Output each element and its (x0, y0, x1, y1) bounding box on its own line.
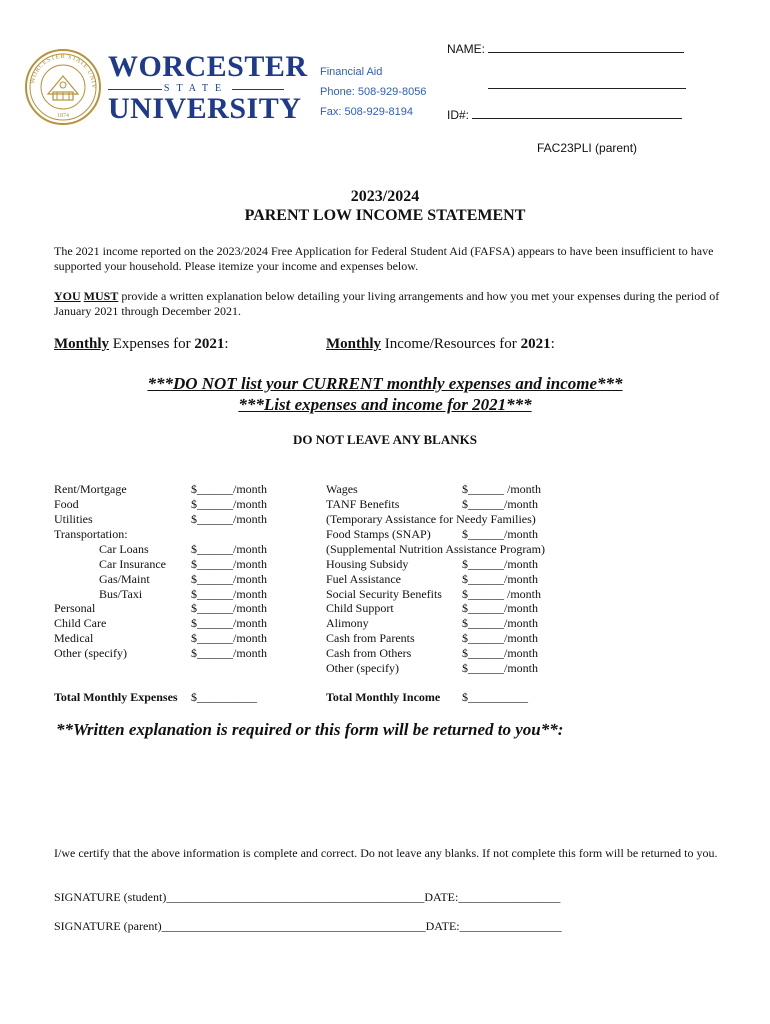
income-amount-child-support[interactable]: $______/month (462, 601, 539, 615)
expense-label-child-care: Child Care (54, 616, 107, 630)
signature-student-line[interactable]: SIGNATURE (student)___________________________________________DATE:_________________ (54, 890, 561, 904)
id-line[interactable] (472, 118, 682, 119)
income-label-wages: Wages (326, 482, 358, 496)
expense-amount-car-insurance[interactable]: $______/month (191, 557, 268, 571)
office-name: Financial Aid (320, 66, 383, 78)
expense-label-utilities: Utilities (54, 512, 93, 526)
expense-amount-other[interactable]: $______/month (191, 646, 268, 660)
total-expenses-label: Total Monthly Expenses (54, 690, 178, 704)
expense-label-transportation: Transportation: (54, 527, 128, 541)
expense-amount-food[interactable]: $______/month (191, 497, 268, 511)
total-income-value[interactable]: $__________ (462, 690, 528, 704)
income-label-other: Other (specify) (326, 661, 399, 675)
income-label-alimony: Alimony (326, 616, 369, 630)
office-fax: Fax: 508-929-8194 (320, 106, 413, 118)
name-field[interactable] (447, 42, 684, 56)
warning-current: ***DO NOT list your CURRENT monthly expenses and income*** (147, 374, 623, 393)
expense-label-rent: Rent/Mortgage (54, 482, 127, 496)
seal-year: 1874 (57, 113, 69, 119)
income-amount-snap[interactable]: $______/month (462, 527, 539, 541)
income-amount-other[interactable]: $______/month (462, 661, 539, 675)
income-note-snap: (Supplemental Nutrition Assistance Program) (326, 542, 545, 556)
expense-amount-child-care[interactable]: $______/month (191, 616, 268, 630)
income-amount-wages[interactable]: $______ /month (462, 482, 542, 496)
income-amount-fuel[interactable]: $______/month (462, 572, 539, 586)
explanation-heading: **Written explanation is required or this form will be returned to you**: (56, 720, 564, 739)
income-label-social-security: Social Security Benefits (326, 587, 442, 601)
income-heading: Monthly Income/Resources for 2021: (326, 336, 555, 352)
expense-label-medical: Medical (54, 631, 94, 645)
expense-label-bus: Bus/Taxi (99, 587, 143, 601)
expense-amount-medical[interactable]: $______/month (191, 631, 268, 645)
expense-amount-bus[interactable]: $______/month (191, 587, 268, 601)
must-must: MUST (83, 289, 119, 303)
income-label-snap: Food Stamps (SNAP) (326, 527, 431, 541)
certify-statement: I/we certify that the above information is complete and correct. Do not leave any blanks. If not complete this form will be returned to you. (54, 846, 718, 860)
logo-rule-right (232, 89, 284, 90)
expense-label-personal: Personal (54, 601, 96, 615)
id-label: ID#: (447, 108, 470, 122)
income-amount-tanf[interactable]: $______/month (462, 497, 539, 511)
income-label-child-support: Child Support (326, 601, 394, 615)
expense-label-car-insurance: Car Insurance (99, 557, 166, 571)
expense-label-car-loans: Car Loans (99, 542, 149, 556)
form-code: FAC23PLI (parent) (537, 141, 638, 155)
office-phone: Phone: 508-929-8056 (320, 86, 427, 98)
expense-amount-personal[interactable]: $______/month (191, 601, 268, 615)
must-you: YOU (54, 289, 81, 303)
expense-label-food: Food (54, 497, 79, 511)
logo-state: STATE (163, 83, 229, 94)
intro-paragraph: The 2021 income reported on the 2023/2024 Free Application for Federal Student Aid (FAFSA) appears to have been insufficient to have supported your household. Please itemize your income and expenses below. (54, 244, 714, 273)
income-label-cash-others: Cash from Others (326, 646, 412, 660)
income-label-cash-parents: Cash from Parents (326, 631, 415, 645)
id-field[interactable] (447, 108, 682, 122)
expenses-heading: Monthly Expenses for 2021: (54, 336, 229, 352)
must-text: provide a written explanation below detailing your living arrangements and how you met your expenses during the period of January 2021 through December 2021. (54, 289, 720, 318)
explanation-area[interactable] (54, 748, 724, 834)
total-income-label: Total Monthly Income (326, 690, 441, 704)
title-year: 2023/2024 (350, 188, 420, 205)
expense-amount-rent[interactable]: $______/month (191, 482, 268, 496)
income-label-fuel: Fuel Assistance (326, 572, 401, 586)
income-amount-cash-others[interactable]: $______/month (462, 646, 539, 660)
income-note-tanf: (Temporary Assistance for Needy Families) (326, 512, 536, 526)
income-amount-social-security[interactable]: $______ /month (462, 587, 542, 601)
title-name: PARENT LOW INCOME STATEMENT (244, 207, 526, 224)
income-amount-housing[interactable]: $______/month (462, 557, 539, 571)
signature-parent-line[interactable]: SIGNATURE (parent)____________________________________________DATE:_________________ (54, 919, 562, 933)
name-line-2[interactable] (488, 78, 686, 92)
expense-label-other: Other (specify) (54, 646, 127, 660)
income-amount-alimony[interactable]: $______/month (462, 616, 539, 630)
logo-worcester: WORCESTER (108, 50, 308, 83)
university-seal (24, 48, 102, 126)
expense-amount-utilities[interactable]: $______/month (191, 512, 268, 526)
name-line[interactable] (488, 52, 684, 53)
income-amount-cash-parents[interactable]: $______/month (462, 631, 539, 645)
must-paragraph (54, 289, 730, 319)
income-label-tanf: TANF Benefits (326, 497, 400, 511)
warning-2021: ***List expenses and income for 2021*** (238, 395, 532, 414)
no-blanks-notice: DO NOT LEAVE ANY BLANKS (293, 432, 477, 447)
expense-label-gas: Gas/Maint (99, 572, 150, 586)
logo-university: UNIVERSITY (108, 92, 302, 125)
income-label-housing: Housing Subsidy (326, 557, 409, 571)
expense-amount-gas[interactable]: $______/month (191, 572, 268, 586)
name-label: NAME: (447, 42, 486, 56)
total-expenses-value[interactable]: $__________ (191, 690, 257, 704)
expense-amount-car-loans[interactable]: $______/month (191, 542, 268, 556)
seal-text: WORCESTER STATE UNIV (29, 52, 98, 90)
